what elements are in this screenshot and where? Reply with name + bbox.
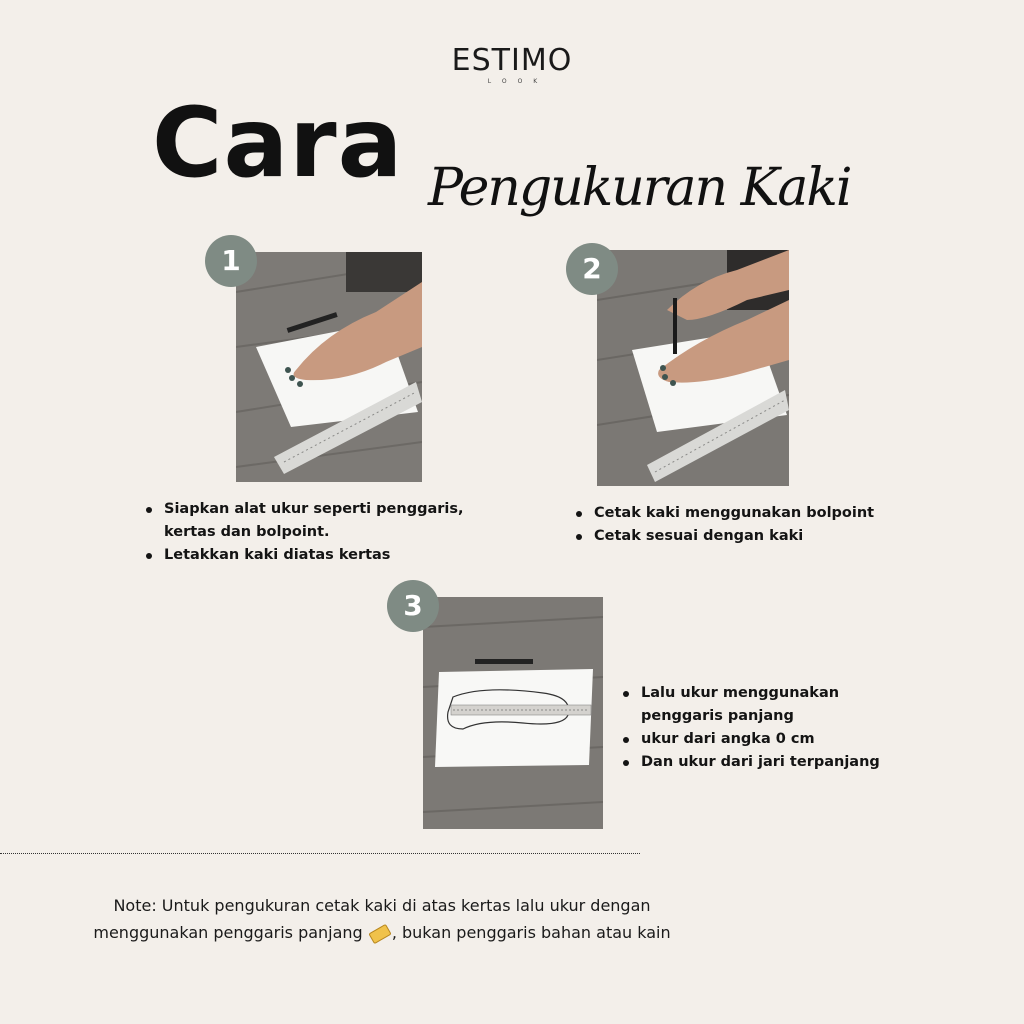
note-line-2 — [0, 919, 764, 946]
step-1-list — [144, 498, 464, 567]
list-item: Siapkan alat ukur seperti penggaris, — [144, 498, 464, 521]
ruler-icon — [368, 923, 391, 943]
step-2-badge: 2 — [566, 243, 618, 295]
list-item: kertas dan bolpoint. — [164, 524, 330, 540]
step-1-badge: 1 — [205, 235, 257, 287]
step-2-photo — [597, 250, 789, 486]
step-2-list — [574, 502, 874, 548]
divider — [0, 853, 640, 854]
note-line-1: Note: Untuk pengukuran cetak kaki di atas kertas lalu ukur dengan — [113, 896, 651, 915]
brand-sub: LOOK — [487, 78, 549, 85]
step-3-photo — [423, 597, 603, 829]
page-subtitle: Pengukuran Kaki — [428, 158, 851, 218]
step-3-list — [621, 682, 880, 774]
note-line-2a: menggunakan penggaris panjang — [93, 923, 363, 942]
note-line-2b: , bukan penggaris bahan atau kain — [391, 923, 671, 942]
brand-name: ESTIMO — [451, 43, 573, 78]
list-item: ukur dari angka 0 cm — [621, 728, 880, 751]
list-item: Letakkan kaki diatas kertas — [144, 544, 464, 567]
page-title: Cara — [152, 87, 404, 199]
brand-logo — [0, 44, 1024, 85]
list-item: Cetak sesuai dengan kaki — [574, 525, 874, 548]
list-item: Lalu ukur menggunakan — [621, 682, 880, 705]
step-1-photo — [236, 252, 422, 482]
step-3-badge: 3 — [387, 580, 439, 632]
note — [0, 892, 764, 946]
list-item: penggaris panjang — [641, 708, 794, 724]
list-item: Dan ukur dari jari terpanjang — [621, 751, 880, 774]
list-item: Cetak kaki menggunakan bolpoint — [574, 502, 874, 525]
